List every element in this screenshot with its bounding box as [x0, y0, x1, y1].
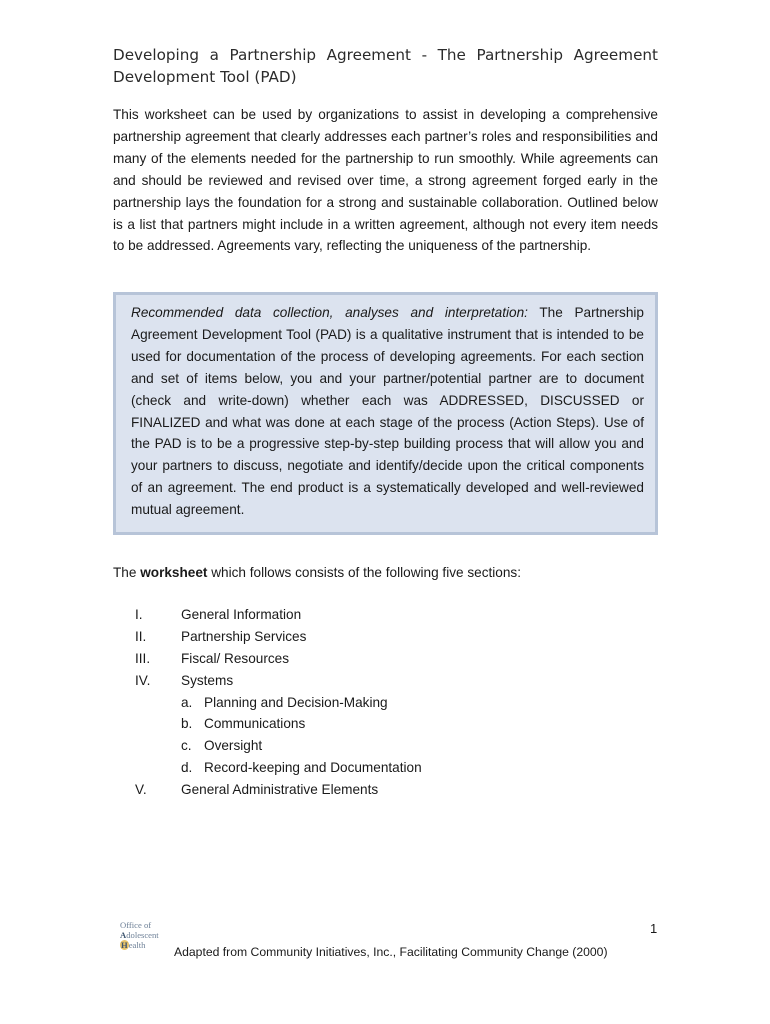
sublist-item — [113, 757, 658, 779]
list-item — [113, 648, 658, 670]
sections-intro-before: The — [113, 565, 141, 580]
footer-attribution: Adapted from Community Initiatives, Inc., Facilitating Community Change (2000) — [174, 945, 608, 959]
sublist-item — [113, 713, 658, 735]
list-label: General Administrative Elements — [181, 782, 379, 798]
list-number: V. — [135, 782, 147, 798]
list-label: General Information — [181, 607, 302, 622]
list-label: Fiscal/ Resources — [181, 650, 290, 666]
sublist-label: Planning and Decision-Making — [204, 694, 388, 710]
list-item — [113, 670, 658, 692]
page-number: 1 — [650, 921, 658, 936]
sublist-label: Record-keeping and Documentation — [204, 760, 422, 776]
list-number: IV. — [135, 672, 151, 688]
sections-intro-bold: worksheet — [140, 565, 208, 580]
callout-body: The Partnership Agreement Development Tool (PAD) is a qualitative instrument that is intended to be used for documentation of the process of developing agreements. For each section and set of items below, you and your partner/potential partner are to document (check and write-down) whether each was ADDRESSED, DISCUSSED or FINALIZED and what was done at each stage of the process (Action Steps). Use of the PAD is to be a progressive step-by-step building process that will allow you and your partners to discuss, negotiate and identify/decide upon the critical components of an agreement. The end product is a systematically developed and well-reviewed mutual agreement. — [131, 305, 644, 518]
sections-intro — [113, 563, 521, 583]
list-label: Partnership Services — [181, 628, 307, 644]
callout-text — [131, 302, 644, 521]
sublist-label: Communications — [204, 716, 306, 732]
sections-intro-after: which follows consists of the following five sections: — [207, 565, 522, 580]
sublist-item — [113, 692, 658, 714]
sublist-label: Oversight — [204, 738, 263, 754]
list-label: Systems — [181, 672, 234, 688]
intro-paragraph: This worksheet can be used by organizations to assist in developing a comprehensive partnership agreement that clearly addresses each partner’s roles and responsibilities and many of the elements needed for the partnership to run smoothly. While agreements can and should be reviewed and revised over time, a strong agreement forged early in the partnership lays the foundation for a strong and sustainable collaboration. Outlined below is a list that partners might include in a written agreement, although not every item needs to be addressed. Agreements vary, reflecting the uniqueness of the partnership. — [113, 107, 658, 254]
list-number: I. — [135, 607, 143, 622]
sublist-letter: c. — [181, 738, 192, 754]
list-item — [113, 626, 658, 648]
logo-line-1: Office of — [120, 920, 152, 930]
list-number: II. — [135, 628, 147, 644]
sublist-letter: d. — [181, 760, 193, 776]
recommendation-callout — [113, 292, 658, 535]
sublist-item — [113, 735, 658, 757]
logo-line-3: Health — [121, 940, 146, 950]
sublist-letter: a. — [181, 694, 193, 710]
document-title: Developing a Partnership Agreement - The Partnership Agreement Development Tool (PAD) — [113, 46, 658, 86]
list-item — [113, 604, 658, 626]
list-item — [113, 779, 658, 801]
sections-list — [113, 604, 658, 801]
sublist-letter: b. — [181, 716, 193, 732]
list-number: III. — [135, 650, 151, 666]
logo-line-2: Adolescent — [120, 930, 159, 940]
oah-logo — [116, 918, 176, 960]
callout-lead: Recommended data collection, analyses and interpretation: — [131, 305, 528, 320]
